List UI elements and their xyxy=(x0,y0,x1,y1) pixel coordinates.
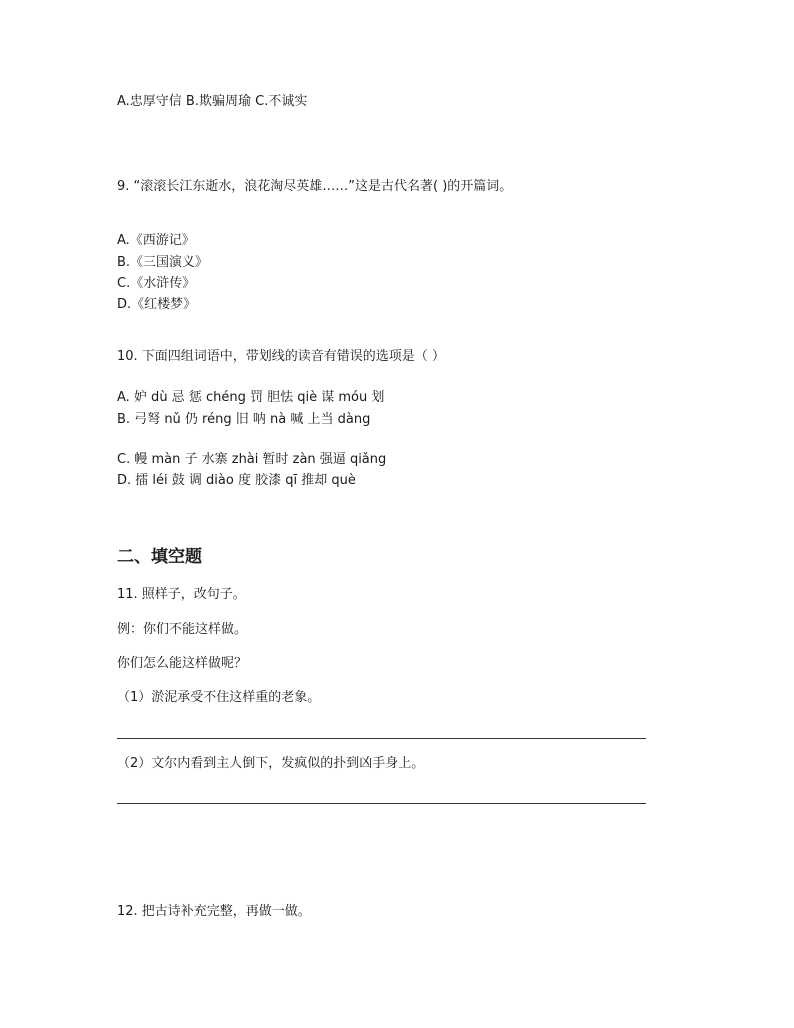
q10-option-c: C. 幔 màn 子 水寨 zhài 暂时 zàn 强逼 qiǎng xyxy=(117,452,387,467)
section-2-title: 二、填空题 xyxy=(117,547,202,567)
q11-item-2: （2）文尔内看到主人倒下，发疯似的扑到凶手身上。 xyxy=(117,756,425,771)
q10-option-b: B. 弓弩 nǔ 仍 réng 旧 呐 nà 喊 上当 dàng xyxy=(117,412,371,427)
q10-option-a: A. 妒 dù 忌 惩 chéng 罚 胆怯 qiè 谋 móu 划 xyxy=(117,390,385,405)
q10-stem: 10. 下面四组词语中，带划线的读音有错误的选项是（ ） xyxy=(117,349,445,364)
answer-line-2[interactable] xyxy=(117,803,646,804)
q10-option-d: D. 擂 léi 鼓 调 diào 度 胶漆 qī 推却 què xyxy=(117,473,356,488)
q9-option-b: B.《三国演义》 xyxy=(117,255,209,270)
answer-line-1[interactable] xyxy=(117,738,646,739)
q11-item-1: （1）淤泥承受不住这样重的老象。 xyxy=(117,690,321,705)
q9-option-d: D.《红楼梦》 xyxy=(117,297,197,312)
q8-options: A.忠厚守信 B.欺骗周瑜 C.不诚实 xyxy=(117,94,308,109)
q9-option-a: A.《西游记》 xyxy=(117,233,195,248)
q11-example-answer: 你们怎么能这样做呢？ xyxy=(117,656,248,671)
q9-option-c: C.《水浒传》 xyxy=(117,276,196,291)
q11-example: 例：你们不能这样做。 xyxy=(117,622,248,637)
q11-stem: 11. 照样子，改句子。 xyxy=(117,587,246,602)
q9-stem: 9. “滚滚长江东逝水，浪花淘尽英雄……”这是古代名著( )的开篇词。 xyxy=(117,179,513,194)
q12-stem: 12. 把古诗补充完整，再做一做。 xyxy=(117,904,311,919)
